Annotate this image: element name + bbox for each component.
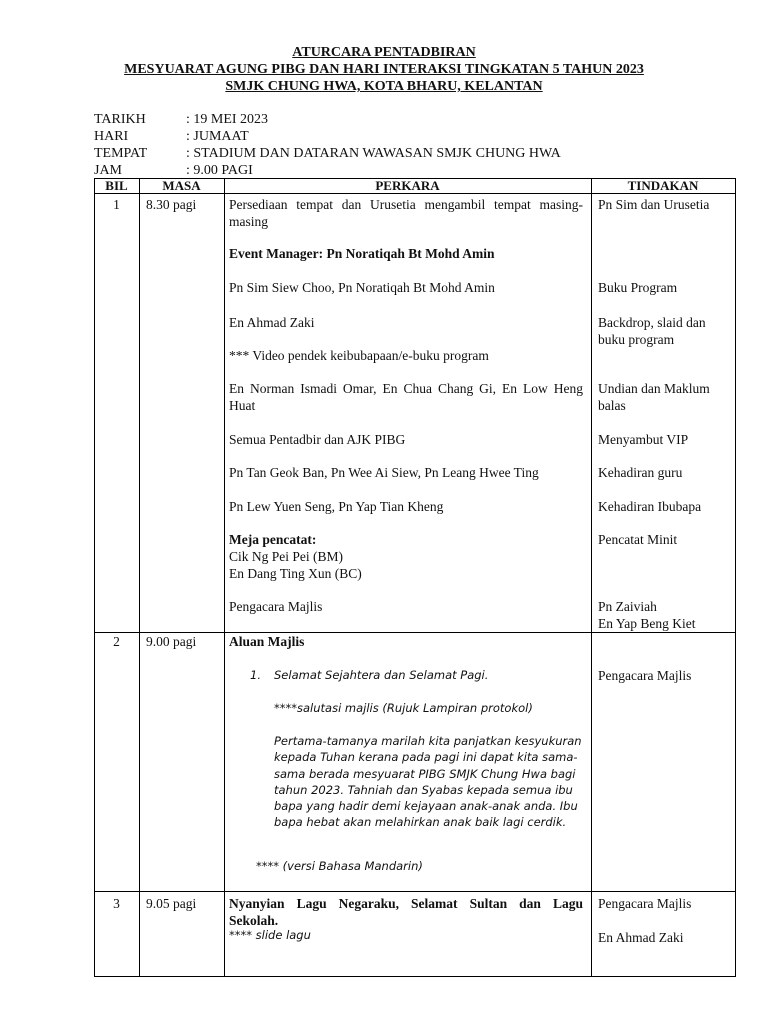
row1-setup-action: Pn Sim dan Urusetia bbox=[598, 197, 710, 212]
row1-meja-bc: En Dang Ting Xun (BC) bbox=[229, 566, 362, 581]
row1-undian-action: Undian dan Maklum balas bbox=[598, 381, 710, 413]
row2-title: Aluan Majlis bbox=[229, 634, 305, 649]
row2-mandarin: **** (versi Bahasa Mandarin) bbox=[256, 859, 423, 873]
meta-label: JAM bbox=[94, 163, 123, 178]
table-divider bbox=[94, 891, 736, 892]
row2-masa: 9.00 pagi bbox=[146, 634, 197, 649]
row1-bil: 1 bbox=[113, 197, 120, 212]
row1-buku-action: Buku Program bbox=[598, 280, 678, 295]
table-divider bbox=[139, 178, 140, 977]
row1-ibubapa-people: Pn Lew Yuen Seng, Pn Yap Tian Kheng bbox=[229, 499, 444, 514]
row3-title: Nyanyian Lagu Negaraku, Selamat Sultan dan Lagu Sekolah. bbox=[229, 896, 583, 928]
row1-pengacara: Pengacara Majlis bbox=[229, 599, 323, 614]
row1-vip-people: Semua Pentadbir dan AJK PIBG bbox=[229, 432, 406, 447]
row3-masa: 9.05 pagi bbox=[146, 896, 197, 911]
meta-label: TEMPAT bbox=[94, 146, 148, 161]
row1-video: *** Video pendek keibubapaan/e-buku program bbox=[229, 348, 489, 363]
row2-salutasi: ****salutasi majlis (Rujuk Lampiran protokol) bbox=[274, 701, 533, 715]
meta-value: : 19 MEI 2023 bbox=[186, 112, 269, 127]
doc-school: SMJK CHUNG HWA, KOTA BHARU, KELANTAN bbox=[225, 79, 543, 94]
row1-vip-action: Menyambut VIP bbox=[598, 432, 689, 447]
row2-item-number: 1. bbox=[250, 668, 261, 682]
row1-zaki: En Ahmad Zaki bbox=[229, 315, 315, 330]
row1-setup: Persediaan tempat dan Urusetia mengambil tempat masing-masing bbox=[229, 197, 583, 229]
row1-undian-people: En Norman Ismadi Omar, En Chua Chang Gi, En Low Heng Huat bbox=[229, 381, 583, 413]
row1-guru-people: Pn Tan Geok Ban, Pn Wee Ai Siew, Pn Leang Hwee Ting bbox=[229, 465, 539, 480]
row1-meja-action: Pencatat Minit bbox=[598, 532, 678, 547]
table-divider bbox=[94, 193, 736, 194]
meta-label: TARIKH bbox=[94, 112, 146, 127]
row1-buku-people: Pn Sim Siew Choo, Pn Noratiqah Bt Mohd Amin bbox=[229, 280, 495, 295]
row1-zaki-action: Backdrop, slaid dan buku program bbox=[598, 315, 706, 347]
meta-value: : STADIUM DAN DATARAN WAWASAN SMJK CHUNG HWA bbox=[186, 146, 561, 161]
header-bil: BIL bbox=[105, 178, 128, 193]
row3-bil: 3 bbox=[113, 896, 120, 911]
meta-value: : 9.00 PAGI bbox=[186, 163, 253, 178]
table-border bbox=[94, 976, 736, 977]
row3-slide: **** slide lagu bbox=[229, 928, 311, 942]
row3-action-2: En Ahmad Zaki bbox=[598, 930, 684, 945]
row1-ibubapa-action: Kehadiran Ibubapa bbox=[598, 499, 702, 514]
header-tindakan: TINDAKAN bbox=[627, 178, 699, 193]
table-border bbox=[94, 178, 95, 977]
agenda-table bbox=[94, 178, 736, 977]
table-divider bbox=[591, 178, 592, 977]
row1-guru-action: Kehadiran guru bbox=[598, 465, 683, 480]
header-perkara: PERKARA bbox=[375, 178, 440, 193]
row2-item-action: Pengacara Majlis bbox=[598, 668, 692, 683]
row2-paragraph: Pertama-tamanya marilah kita panjatkan kesyukuran kepada Tuhan kerana pada pagi ini dapat kita sama-sama berada mesyuarat PIBG SMJK Chung Hwa bagi tahun 2023. Tahniah dan Syabas kepada semua ibu bapa yang hadir demi kejayaan anak-anak anda. Ibu bapa hebat akan melahirkan anak baik lagi cerdik. bbox=[274, 734, 582, 830]
meta-value: : JUMAAT bbox=[186, 129, 249, 144]
header-masa: MASA bbox=[162, 178, 201, 193]
doc-subtitle: MESYUARAT AGUNG PIBG DAN HARI INTERAKSI TINGKATAN 5 TAHUN 2023 bbox=[124, 62, 644, 77]
doc-title: ATURCARA PENTADBIRAN bbox=[292, 45, 476, 60]
row1-meja-bm: Cik Ng Pei Pei (BM) bbox=[229, 549, 344, 564]
table-divider bbox=[224, 178, 225, 977]
row3-action-1: Pengacara Majlis bbox=[598, 896, 692, 911]
table-border bbox=[735, 178, 736, 977]
row1-pengacara-1: Pn Zaiviah bbox=[598, 599, 657, 614]
meta-label: HARI bbox=[94, 129, 129, 144]
row1-meja-title: Meja pencatat: bbox=[229, 532, 317, 547]
row1-pengacara-2: En Yap Beng Kiet bbox=[598, 616, 696, 631]
row1-event-manager: Event Manager: Pn Noratiqah Bt Mohd Amin bbox=[229, 246, 495, 261]
row1-masa: 8.30 pagi bbox=[146, 197, 197, 212]
row2-bil: 2 bbox=[113, 634, 120, 649]
row2-item: Selamat Sejahtera dan Selamat Pagi. bbox=[274, 668, 489, 682]
